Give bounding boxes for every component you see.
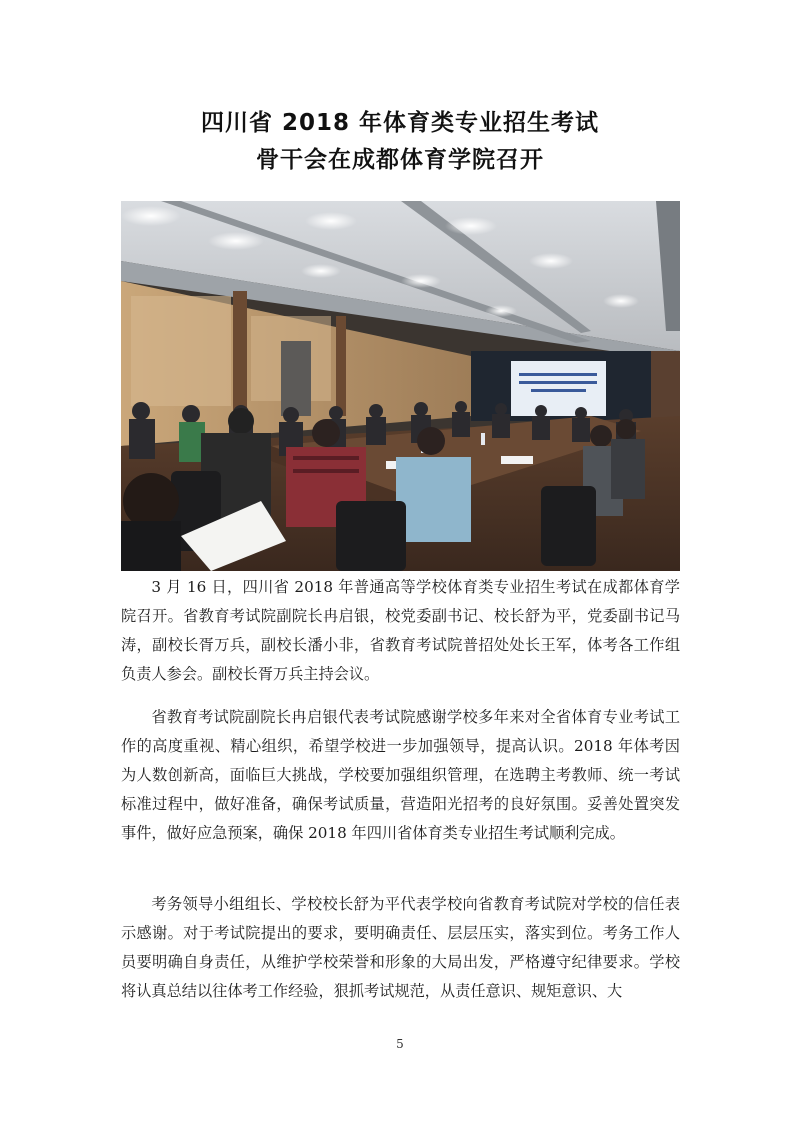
paragraph-1: 3 月 16 日，四川省 2018 年普通高等学校体育类专业招生考试在成都体育学院召开。省教育考试院副院长冉启银，校党委副书记、校长舒为平，党委副书记马涛，副校长胥万兵，副校长潘小非，省教育考试院普招处处长王军，体考各工作组负责人参会。副校长胥万兵主持会议。: [121, 578, 680, 683]
page-number: 5: [396, 1037, 404, 1051]
paragraph-3: 考务领导小组组长、学校校长舒为平代表学校向省教育考试院对学校的信任表示感谢。对于考试院提出的要求，要明确责任、层层压实，落实到位。考务工作人员要明确自身责任，从维护学校荣誉和形象的大局出发，严格遵守纪律要求。学校将认真总结以往体考工作经验，狠抓考试规范，从责任意识、规矩意识、大: [121, 895, 680, 1000]
meeting-photo: [121, 201, 680, 571]
article-title-line-2: 骨干会在成都体育学院召开: [256, 147, 544, 173]
article-title-line-1: 四川省 2018 年体育类专业招生考试: [200, 110, 600, 136]
paragraph-2: 省教育考试院副院长冉启银代表考试院感谢学校多年来对全省体育专业考试工作的高度重视、精心组织，希望学校进一步加强领导，提高认识。2018 年体考因为人数创新高，面临巨大挑战，学校要加强组织管理，在选聘主考教师、统一考试标准过程中，做好准备，确保考试质量，营造阳光招考的良好氛围。妥善处置突发事件，做好应急预案，确保 2018 年四川省体育类专业招生考试顺利完成。: [121, 708, 680, 842]
